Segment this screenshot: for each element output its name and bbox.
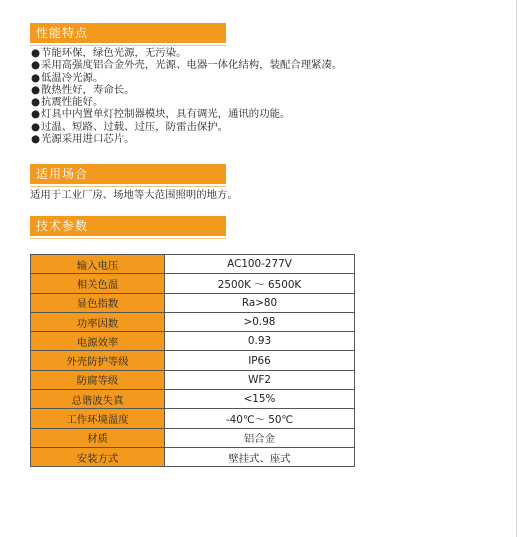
param-value: 铝合金 [165, 428, 355, 447]
bullet-icon: ● [31, 83, 41, 96]
param-key: 显色指数 [31, 293, 165, 312]
param-key: 输入电压 [31, 255, 165, 274]
bullet-icon: ● [31, 108, 41, 121]
feature-text: 灯具中内置单灯控制器模块，具有调光，通讯的功能。 [41, 108, 291, 121]
table-row [31, 370, 355, 389]
param-key: 外壳防护等级 [31, 351, 165, 370]
param-key: 总谐波失真 [31, 390, 165, 409]
features-list [31, 47, 342, 145]
bullet-icon: ● [31, 96, 41, 109]
feature-item [31, 84, 342, 96]
param-key: 材质 [31, 428, 165, 447]
table-row [31, 255, 355, 274]
feature-item [31, 96, 342, 108]
params-section-header [30, 216, 226, 236]
feature-text: 散热性好，寿命长。 [41, 83, 135, 96]
table-row [31, 447, 355, 466]
param-key: 防腐等级 [31, 370, 165, 389]
scope-section-title: 适用场合 [36, 167, 89, 181]
feature-item [31, 121, 342, 133]
scope-text: 适用于工业厂房、场地等大范围照明的地方。 [30, 189, 238, 201]
param-value: Ra>80 [165, 293, 355, 312]
bullet-icon: ● [31, 71, 41, 84]
bullet-icon: ● [31, 47, 41, 59]
table-row [31, 409, 355, 428]
feature-text: 低温冷光源。 [41, 71, 104, 84]
table-row [31, 351, 355, 370]
table-row [31, 390, 355, 409]
table-row [31, 293, 355, 312]
feature-item [31, 59, 342, 71]
param-value: -40℃～ 50℃ [165, 409, 355, 428]
feature-item [31, 108, 342, 120]
bullet-icon: ● [31, 59, 41, 72]
feature-text: 光源采用进口芯片。 [41, 133, 135, 146]
param-value: 2500K ～ 6500K [165, 274, 355, 293]
param-key: 安装方式 [31, 447, 165, 466]
bullet-icon: ● [31, 133, 41, 146]
table-row [31, 428, 355, 447]
param-value: 壁挂式、座式 [165, 447, 355, 466]
param-value: AC100-277V [165, 255, 355, 274]
scope-section-header [30, 164, 226, 184]
params-table [30, 254, 355, 467]
feature-item [31, 133, 342, 145]
params-section-title: 技术参数 [36, 219, 89, 233]
feature-text: 过温、短路、过载、过压，防雷击保护。 [41, 120, 229, 133]
param-value: >0.98 [165, 312, 355, 331]
feature-text: 抗震性能好。 [41, 96, 104, 109]
param-value: IP66 [165, 351, 355, 370]
param-key: 功率因数 [31, 312, 165, 331]
param-key: 工作环境温度 [31, 409, 165, 428]
features-section-header [30, 23, 226, 43]
feature-item [31, 47, 342, 59]
feature-text: 节能环保，绿色光源，无污染。 [41, 47, 187, 59]
param-key: 电源效率 [31, 332, 165, 351]
param-key: 相关色温 [31, 274, 165, 293]
page-edge-divider [516, 0, 517, 537]
table-row [31, 332, 355, 351]
param-value: 0.93 [165, 332, 355, 351]
feature-item [31, 72, 342, 84]
table-row [31, 274, 355, 293]
param-value: WF2 [165, 370, 355, 389]
bullet-icon: ● [31, 120, 41, 133]
features-section-title: 性能特点 [36, 26, 89, 40]
feature-text: 采用高强度铝合金外壳，光源、电器一体化结构，装配合理紧凑。 [41, 59, 343, 72]
param-value: <15% [165, 390, 355, 409]
table-row [31, 312, 355, 331]
